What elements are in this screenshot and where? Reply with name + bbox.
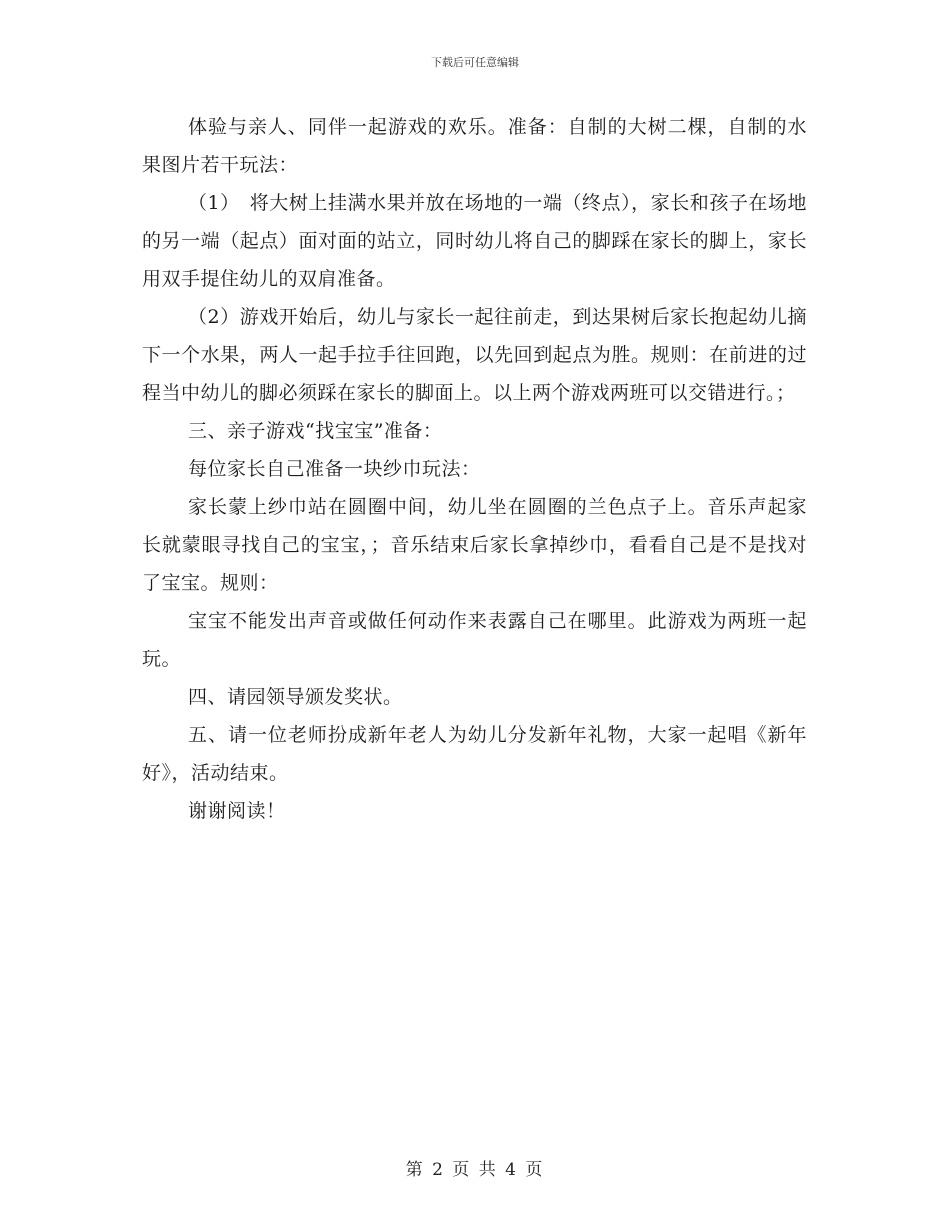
paragraph: （2）游戏开始后，幼儿与家长一起往前走，到达果树后家长抱起幼儿摘下一个水果，两人一起手拉手往回跑，以先回到起点为胜。规则：在前进的过程当中幼儿的脚必须踩在家长的脚面上。以上两个游戏两班可以交错进行。； xyxy=(142,306,807,404)
paragraph: 五、请一位老师扮成新年老人为幼儿分发新年礼物，大家一起唱《新年好》，活动结束。 xyxy=(142,724,807,784)
paragraph: 四、请园领导颁发奖状。 xyxy=(188,686,403,708)
paragraph: 每位家长自己准备一块纱巾玩法： xyxy=(188,458,481,480)
paragraph: 体验与亲人、同伴一起游戏的欢乐。准备：自制的大树二棵，自制的水果图片若干玩法： xyxy=(142,116,807,176)
paragraph: 家长蒙上纱巾站在圆圈中间，幼儿坐在圆圈的兰色点子上。音乐声起家长就蒙眼寻找自己的宝宝，；音乐结束后家长拿掉纱巾，看看自己是不是找对了宝宝。规则： xyxy=(142,496,807,594)
page-number-footer: 第 2 页 共 4 页 xyxy=(405,1160,545,1180)
page-header: 下载后可任意编辑 xyxy=(431,56,519,69)
paragraph: （1） 将大树上挂满水果并放在场地的一端（终点），家长和孩子在场地的另一端（起点）面对面的站立，同时幼儿将自己的脚踩在家长的脚上，家长用双手提住幼儿的双肩准备。 xyxy=(142,192,807,290)
paragraph: 三、亲子游戏“找宝宝”准备： xyxy=(188,420,443,442)
paragraph: 谢谢阅读！ xyxy=(188,800,286,822)
paragraph: 宝宝不能发出声音或做任何动作来表露自己在哪里。此游戏为两班一起玩。 xyxy=(142,610,807,670)
document-body xyxy=(142,108,807,830)
